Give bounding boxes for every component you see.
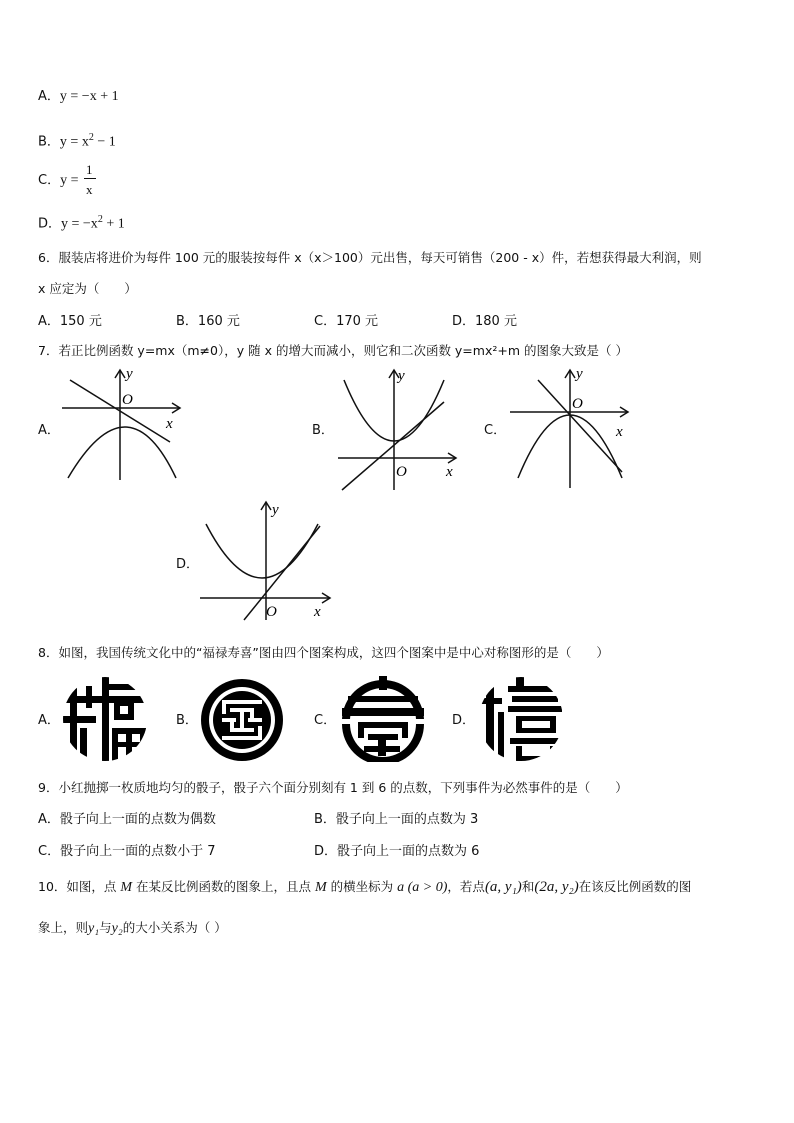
- y2: y₂: [111, 921, 123, 936]
- text: 10．如图，点: [38, 879, 121, 894]
- formula-part: y = x: [59, 134, 89, 150]
- y1: y₁: [88, 921, 100, 936]
- y-axis-label: y: [398, 368, 405, 384]
- fraction-bar: [84, 178, 96, 179]
- option-label: C．: [38, 173, 61, 188]
- q7-label-c: C．: [484, 423, 507, 438]
- q7-stem: 7．若正比例函数 y=mx（m≠0），y 随 x 的增大而减小，则它和二次函数 y=mx²+m 的图象大致是（ ）: [38, 343, 628, 358]
- q7-label-d: D．: [176, 557, 200, 572]
- exponent: 2: [97, 214, 103, 225]
- y-axis-label: y: [272, 502, 279, 518]
- q6-option-c: C．170 元: [314, 314, 379, 329]
- origin-label: O: [572, 396, 583, 412]
- q9-option-a: A．骰子向上一面的点数为偶数: [38, 812, 216, 827]
- q8-label-d: D．: [452, 713, 476, 728]
- q7-graph-a: [58, 366, 188, 482]
- q6-stem-line2: x 应定为（ ）: [38, 281, 137, 296]
- formula-part: y =: [60, 173, 79, 188]
- fu-emblem-icon: [62, 676, 148, 762]
- q8-label-c: C．: [314, 713, 337, 728]
- q7-graph-d: [198, 498, 338, 622]
- q5-option-c: [38, 174, 78, 188]
- q10-stem-line1: [38, 880, 691, 895]
- q5-option-d: [38, 215, 125, 231]
- q8-stem: 8．如图，我国传统文化中的“福禄寿喜”图由四个图案构成，这四个图案中是中心对称图形的是（ ）: [38, 645, 609, 660]
- formula-part: y = −x: [61, 216, 98, 232]
- q6-stem-line1: 6．服装店将进价为每件 100 元的服装按每件 x（x＞100）元出售，每天可销售（200 - x）件，若想获得最大利润，则: [38, 250, 702, 265]
- x-axis-label: x: [166, 416, 173, 432]
- q10-stem-line2: [38, 922, 227, 936]
- fraction-numerator: 1: [86, 162, 93, 177]
- point-m: M: [120, 880, 133, 895]
- x-axis-label: x: [616, 424, 623, 440]
- text: 在该反比例函数的图: [578, 879, 692, 894]
- formula-part: − 1: [93, 134, 116, 150]
- q7-label-b: B．: [312, 423, 334, 438]
- x-axis-label: x: [314, 604, 321, 620]
- option-label: D．: [38, 216, 62, 232]
- fraction-denominator: x: [86, 182, 93, 197]
- y-axis-label: y: [576, 366, 583, 382]
- point-2: (2a, y₂): [534, 879, 579, 895]
- q9-option-d: D．骰子向上一面的点数为 6: [314, 844, 480, 859]
- text: ，若点: [447, 879, 485, 894]
- q8-label-a: A．: [38, 713, 60, 728]
- point-1: (a, y₁): [484, 879, 522, 895]
- text: 的横坐标为: [326, 879, 398, 894]
- text: 在某反比例函数的图象上，且点: [132, 879, 316, 894]
- formula: y = −x + 1: [59, 89, 119, 104]
- point-m: M: [315, 880, 327, 895]
- q7-label-a: A．: [38, 423, 60, 438]
- text: 与: [99, 920, 112, 935]
- shou-emblem-icon: [338, 676, 428, 762]
- q6-option-d: D．180 元: [452, 314, 517, 329]
- q5-option-a: [38, 90, 119, 104]
- q9-option-b: B．骰子向上一面的点数为 3: [314, 812, 479, 827]
- exponent: 2: [88, 132, 94, 143]
- q6-option-b: B．160 元: [176, 314, 240, 329]
- formula-part: + 1: [102, 216, 125, 232]
- origin-label: O: [266, 604, 277, 620]
- lu-emblem-icon: [200, 678, 284, 762]
- origin-label: O: [396, 464, 407, 480]
- q9-stem: 9．小红抛掷一枚质地均匀的骰子，骰子六个面分别刻有 1 到 6 的点数，下列事件为必然事件的是（ ）: [38, 780, 628, 795]
- option-label: A．: [38, 89, 60, 104]
- option-label: B．: [38, 134, 60, 150]
- y-axis-label: y: [126, 366, 133, 382]
- condition: a (a > 0): [397, 880, 448, 895]
- q6-option-a: A．150 元: [38, 314, 102, 329]
- q8-label-b: B．: [176, 713, 198, 728]
- q7-graph-b: [336, 366, 466, 492]
- origin-label: O: [122, 392, 133, 408]
- text: 和: [521, 879, 535, 894]
- q9-option-c: C．骰子向上一面的点数小于 7: [38, 844, 216, 859]
- q7-graph-c: [508, 366, 634, 490]
- xi-emblem-icon: [476, 676, 566, 762]
- q5-option-b: [38, 133, 116, 149]
- text: 的大小关系为（ ）: [122, 920, 227, 935]
- text: 象上，则: [38, 920, 89, 935]
- x-axis-label: x: [446, 464, 453, 480]
